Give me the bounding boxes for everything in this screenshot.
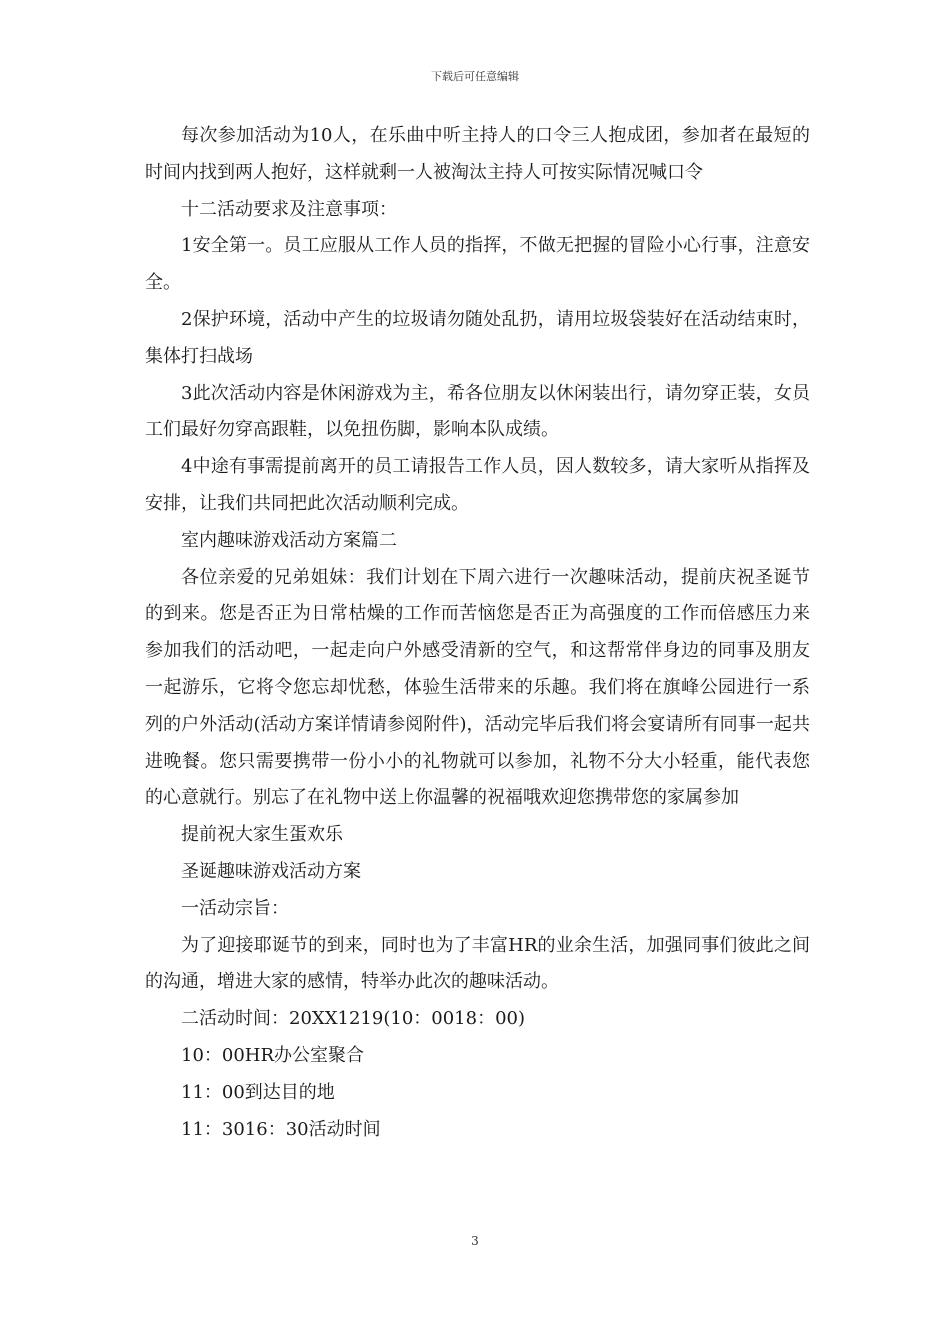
page-header: 下载后可任意编辑 — [431, 70, 519, 83]
paragraph-schedule-1100: 11：00到达目的地 — [181, 1081, 335, 1103]
document-body — [145, 118, 810, 1148]
paragraph-activity-time: 二活动时间：20XX1219(10：0018：00) — [181, 1008, 526, 1030]
paragraph-schedule-1130: 11：3016：30活动时间 — [181, 1118, 381, 1140]
paragraph-invitation: 各位亲爱的兄弟姐妹：我们计划在下周六进行一次趣味活动，提前庆祝圣诞节的到来。您是否正为日常枯燥的工作而苦恼您是否正为高强度的工作而倍感压力来参加我们的活动吧，一起走向户外感受清新的空气，和这帮常伴身边的同事及朋友一起游乐，它将令您忘却忧愁，体验生活带来的乐趣。我们将在旗峰公园进行一系列的户外活动(活动方案详情请参阅附件)，活动完毕后我们将会宴请所有同事一起共进晚餐。您只需要携带一份小小的礼物就可以参加，礼物不分大小轻重，能代表您的心意就行。别忘了在礼物中送上你温馨的祝福哦欢迎您携带您的家属参加 — [145, 566, 810, 809]
paragraph-purpose-heading: 一活动宗旨： — [181, 897, 289, 919]
paragraph-requirements-heading: 十二活动要求及注意事项： — [181, 198, 397, 220]
paragraph-safety-first: 1安全第一。员工应服从工作人员的指挥，不做无把握的冒险小心行事，注意安全。 — [145, 235, 810, 294]
paragraph-casual-wear: 3此次活动内容是休闲游戏为主，希各位朋友以休闲装出行，请勿穿正装，女员工们最好勿穿高跟鞋，以免扭伤脚，影响本队成绩。 — [145, 382, 810, 441]
paragraph-purpose-text: 为了迎接耶诞节的到来，同时也为了丰富HR的业余生活，加强同事们彼此之间的沟通，增进大家的感情，特举办此次的趣味活动。 — [145, 934, 810, 993]
paragraph-elimination-game: 每次参加活动为10人，在乐曲中听主持人的口令三人抱成团，参加者在最短的时间内找到两人抱好，这样就剩一人被淘汰主持人可按实际情况喊口令 — [145, 125, 810, 183]
paragraph-greeting: 提前祝大家生蛋欢乐 — [181, 824, 343, 846]
paragraph-section-title-two: 室内趣味游戏活动方案篇二 — [181, 529, 397, 551]
paragraph-christmas-plan-title: 圣诞趣味游戏活动方案 — [181, 860, 361, 882]
page-number: 3 — [471, 1234, 479, 1248]
paragraph-protect-environment: 2保护环境，活动中产生的垃圾请勿随处乱扔，请用垃圾袋装好在活动结束时，集体打扫战场 — [145, 308, 810, 367]
paragraph-schedule-1000: 10：00HR办公室聚合 — [181, 1044, 365, 1066]
paragraph-leave-early: 4中途有事需提前离开的员工请报告工作人员，因人数较多，请大家听从指挥及安排，让我们共同把此次活动顺利完成。 — [145, 456, 810, 514]
